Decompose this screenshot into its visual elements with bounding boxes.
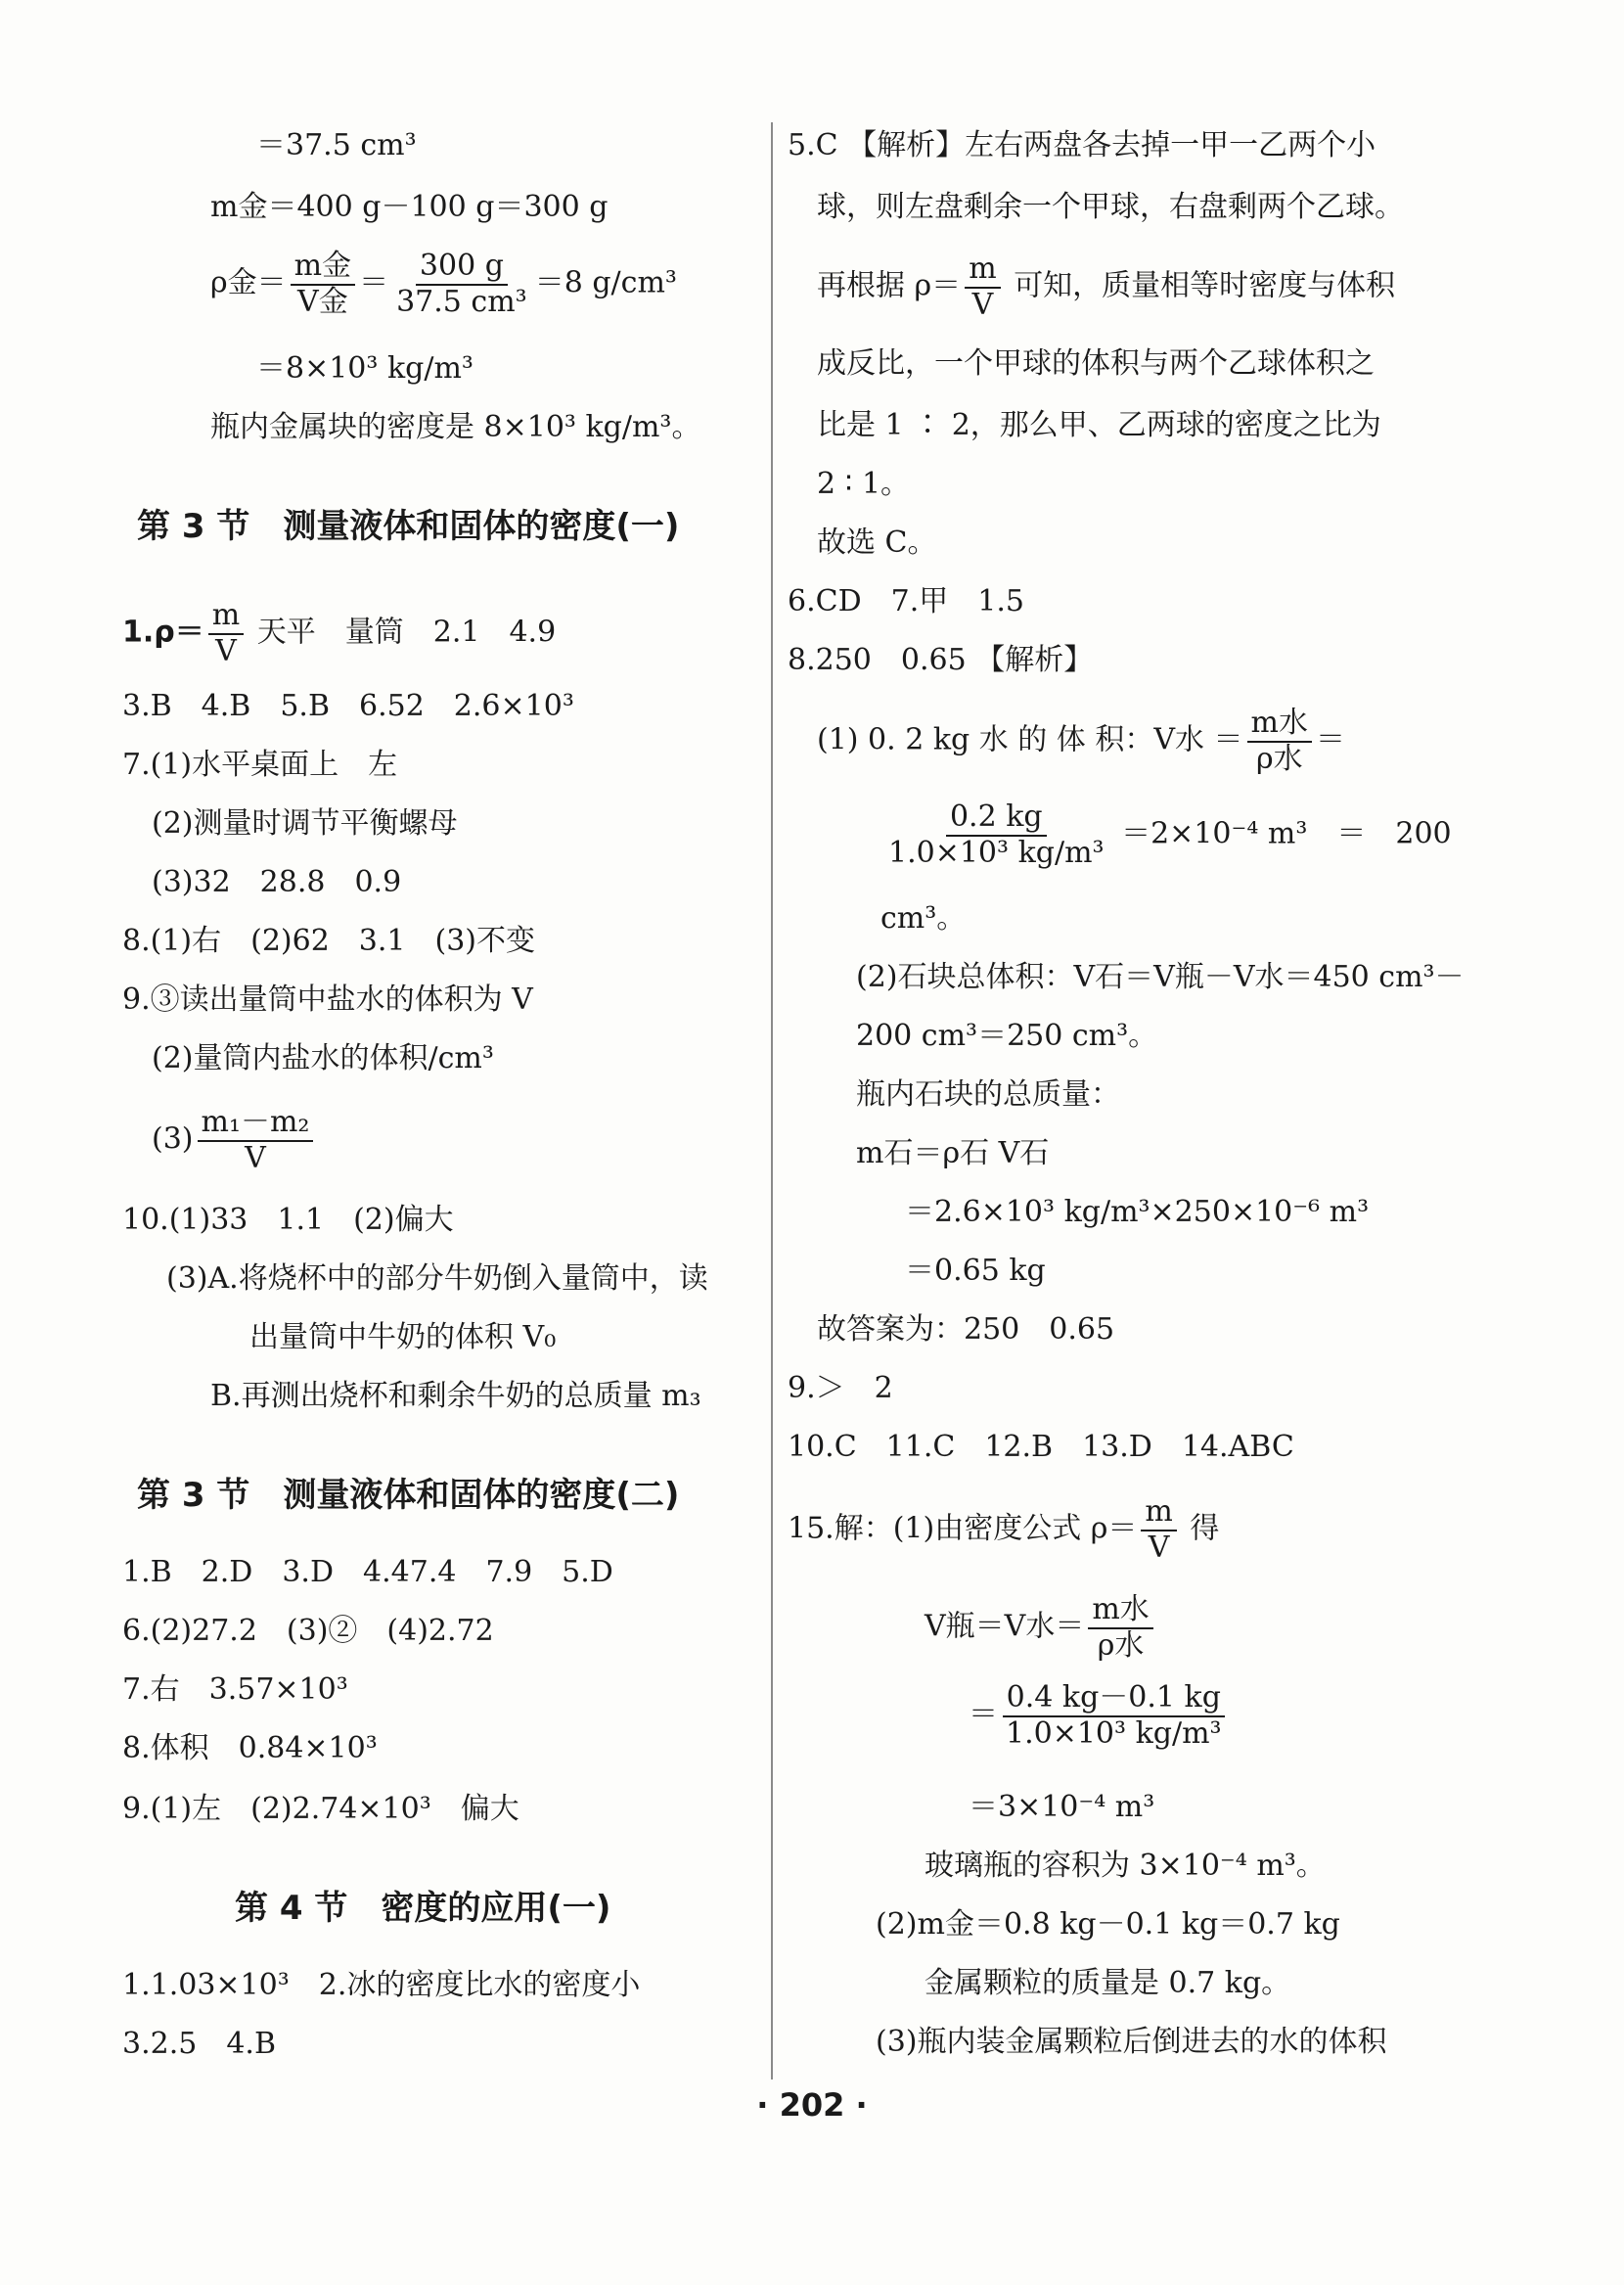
answer-line: (2)m金＝0.8 kg－0.1 kg＝0.7 kg	[876, 1907, 1340, 1942]
numerator: 0.2 kg	[946, 800, 1047, 837]
numerator: m	[965, 252, 1000, 289]
fraction	[1002, 1681, 1226, 1751]
text-segment: 15.解：(1)由密度公式 ρ＝	[788, 1511, 1138, 1546]
answer-line: cm³。	[880, 901, 967, 936]
text-segment: (3)	[152, 1121, 194, 1157]
answer-line	[817, 252, 1395, 322]
denominator: ρ水	[1255, 741, 1303, 776]
section-heading: 第 4 节 密度的应用(一)	[235, 1889, 611, 1928]
text-segment: 天平 量筒 2.1 4.9	[256, 615, 557, 650]
fraction	[208, 599, 244, 668]
answer-line: 7.右 3.57×10³	[122, 1672, 348, 1707]
denominator: V金	[297, 284, 348, 319]
answer-line: ＝3×10⁻⁴ m³	[969, 1790, 1155, 1824]
text-line: 瓶内金属块的密度是 8×10³ kg/m³。	[210, 410, 701, 444]
denominator: V	[215, 633, 237, 668]
answer-line: 5.C 【解析】左右两盘各去掉一甲一乙两个小	[788, 128, 1376, 162]
text-segment: ＝	[1316, 722, 1345, 757]
answer-line: m石＝ρ石 V石	[856, 1136, 1050, 1170]
numerator: m金	[291, 250, 355, 286]
answer-line: 3.2.5 4.B	[122, 2027, 277, 2061]
text-segment: 得	[1190, 1511, 1220, 1546]
denominator: 1.0×10³ kg/m³	[1006, 1715, 1222, 1751]
denominator: 1.0×10³ kg/m³	[888, 835, 1105, 870]
text-segment: 可知，质量相等时密度与体积	[1014, 268, 1396, 303]
fraction	[198, 1106, 314, 1175]
text-line: m金＝400 g－100 g＝300 g	[210, 190, 609, 224]
answer-line	[152, 1106, 317, 1175]
answer-line: 故选 C。	[817, 526, 937, 560]
fraction	[1141, 1495, 1176, 1565]
answer-line: 9.(1)左 (2)2.74×10³ 偏大	[122, 1792, 519, 1826]
numerator: m	[1141, 1495, 1176, 1531]
answer-line: 3.B 4.B 5.B 6.52 2.6×10³	[122, 689, 574, 723]
denominator: V	[971, 287, 994, 322]
denominator: V	[1148, 1530, 1170, 1565]
answer-line: 比是 1 ∶ 2，那么甲、乙两球的密度之比为	[817, 408, 1381, 442]
answer-line: ＝0.65 kg	[905, 1254, 1046, 1288]
answer-line	[122, 599, 556, 668]
answer-line: 8.250 0.65 【解析】	[788, 643, 1094, 677]
text-segment: ρ金＝	[210, 265, 287, 300]
answer-line: 2 ∶ 1。	[817, 467, 911, 501]
text-line: ＝8×10³ kg/m³	[256, 351, 474, 386]
answer-line: 8.体积 0.84×10³	[122, 1731, 378, 1765]
answer-line: (2)量筒内盐水的体积/cm³	[152, 1041, 494, 1075]
answer-line	[925, 1593, 1157, 1663]
answer-line	[817, 707, 1345, 776]
numerator: 300 g	[416, 250, 508, 286]
answer-line	[969, 1681, 1230, 1751]
answer-line: 出量筒中牛奶的体积 V₀	[249, 1320, 557, 1354]
fraction	[291, 250, 355, 319]
denominator: ρ水	[1097, 1627, 1145, 1663]
answer-line: (2)测量时调节平衡螺母	[152, 806, 458, 841]
answer-line: 金属颗粒的质量是 0.7 kg。	[925, 1966, 1291, 2000]
section-heading: 第 3 节 测量液体和固体的密度(一)	[137, 507, 680, 546]
fraction	[884, 800, 1108, 870]
answer-line: 7.(1)水平桌面上 左	[122, 748, 398, 782]
section-heading: 第 3 节 测量液体和固体的密度(二)	[137, 1476, 680, 1515]
numerator: m水	[1088, 1593, 1152, 1629]
answer-line: 9.＞ 2	[788, 1371, 893, 1405]
answer-line: 球，则左盘剩余一个甲球，右盘剩两个乙球。	[817, 190, 1404, 224]
answer-line: 200 cm³＝250 cm³。	[856, 1019, 1158, 1053]
answer-line: 1.B 2.D 3.D 4.47.4 7.9 5.D	[122, 1555, 613, 1589]
fraction	[1088, 1593, 1152, 1663]
answer-line: (3)瓶内装金属颗粒后倒进去的水的体积	[876, 2025, 1387, 2059]
fraction	[965, 252, 1000, 322]
numerator: m	[208, 599, 244, 635]
text-line: ＝37.5 cm³	[256, 128, 417, 162]
numerator: 0.4 kg－0.1 kg	[1003, 1681, 1225, 1717]
answer-line: 6.(2)27.2 (3)② (4)2.72	[122, 1614, 494, 1648]
text-segment: (1) 0. 2 kg 水 的 体 积：V水 ＝	[817, 722, 1243, 757]
answer-line: 10.(1)33 1.1 (2)偏大	[122, 1203, 454, 1237]
answer-line: (2)石块总体积：V石＝V瓶－V水＝450 cm³－	[856, 960, 1465, 994]
text-segment: ＝8 g/cm³	[534, 265, 677, 300]
answer-line: 8.(1)右 (2)62 3.1 (3)不变	[122, 924, 535, 958]
numerator: m水	[1247, 707, 1312, 743]
answer-line: 成反比，一个甲球的体积与两个乙球体积之	[817, 346, 1375, 381]
denominator: V	[245, 1140, 266, 1175]
text-segment: V瓶＝V水＝	[925, 1609, 1085, 1644]
answer-line: (3)A.将烧杯中的部分牛奶倒入量筒中，读	[166, 1261, 708, 1296]
text-segment: ＝	[969, 1697, 998, 1732]
answer-line: 故答案为：250 0.65	[817, 1312, 1115, 1347]
denominator: 37.5 cm³	[396, 284, 527, 319]
answer-line: 玻璃瓶的容积为 3×10⁻⁴ m³。	[925, 1849, 1326, 1883]
fraction	[392, 250, 531, 319]
text-segment: ＝2×10⁻⁴ m³ ＝ 200	[1121, 816, 1452, 851]
answer-line: ＝2.6×10³ kg/m³×250×10⁻⁶ m³	[905, 1195, 1370, 1229]
answer-line: B.再测出烧杯和剩余牛奶的总质量 m₃	[210, 1379, 701, 1413]
column-divider	[771, 122, 773, 2079]
answer-line: 瓶内石块的总质量：	[856, 1077, 1120, 1112]
answer-line: 10.C 11.C 12.B 13.D 14.ABC	[788, 1430, 1294, 1464]
answer-line	[880, 800, 1452, 870]
answer-line: 1.1.03×10³ 2.冰的密度比水的密度小	[122, 1968, 641, 2002]
numerator: m₁－m₂	[198, 1106, 314, 1142]
text-segment: ＝	[359, 265, 389, 300]
equation	[210, 250, 677, 319]
answer-line: (3)32 28.8 0.9	[152, 865, 402, 899]
text-segment: 再根据 ρ＝	[817, 268, 962, 303]
fraction	[1247, 707, 1312, 776]
text-segment: 1.ρ＝	[122, 615, 204, 650]
answer-line: 9.③读出量筒中盐水的体积为 V	[122, 983, 533, 1017]
answer-line	[788, 1495, 1219, 1565]
page-number: · 202 ·	[756, 2086, 868, 2124]
answer-line: 6.CD 7.甲 1.5	[788, 584, 1024, 618]
